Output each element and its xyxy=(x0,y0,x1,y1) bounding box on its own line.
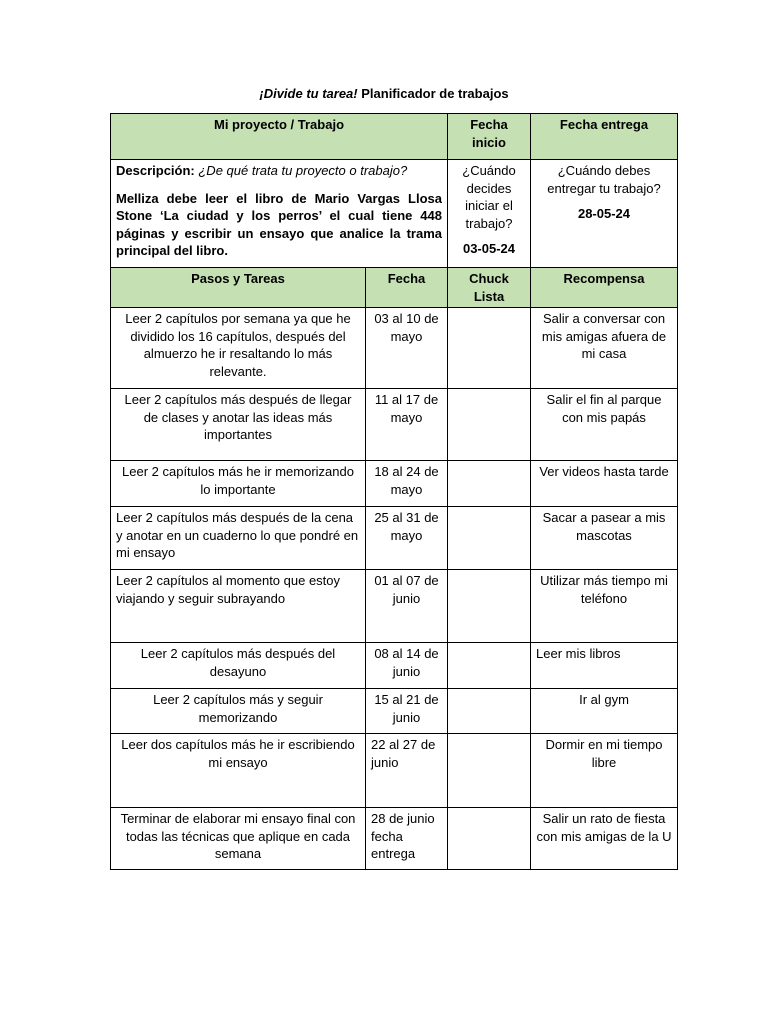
project-header-row xyxy=(111,114,678,160)
table-row xyxy=(111,507,678,570)
start-date-value: 03-05-24 xyxy=(462,241,516,256)
project-header: Mi proyecto / Trabajo xyxy=(111,114,448,160)
description-cell xyxy=(111,160,448,268)
steps-header: Pasos y Tareas xyxy=(111,268,366,308)
task-cell: Leer 2 capítulos más después del desayuno xyxy=(111,643,366,689)
date-cell: 28 de junio fecha entrega xyxy=(366,808,448,870)
check-cell[interactable] xyxy=(448,507,531,570)
check-cell[interactable] xyxy=(448,570,531,643)
reward-cell: Dormir en mi tiempo libre xyxy=(531,734,678,808)
description-row xyxy=(111,160,678,268)
date-cell: 08 al 14 de junio xyxy=(366,643,448,689)
page-title xyxy=(0,86,768,102)
date-cell: 18 al 24 de mayo xyxy=(366,461,448,507)
check-cell[interactable] xyxy=(448,461,531,507)
table-row xyxy=(111,308,678,389)
reward-cell: Sacar a pasear a mis mascotas xyxy=(531,507,678,570)
check-cell[interactable] xyxy=(448,734,531,808)
reward-cell: Salir un rato de fiesta con mis amigas de la U xyxy=(531,808,678,870)
check-cell[interactable] xyxy=(448,389,531,461)
task-cell: Leer dos capítulos más he ir escribiendo mi ensayo xyxy=(111,734,366,808)
reward-cell: Utilizar más tiempo mi teléfono xyxy=(531,570,678,643)
table-row xyxy=(111,570,678,643)
table-row xyxy=(111,389,678,461)
check-cell[interactable] xyxy=(448,643,531,689)
reward-cell: Ver videos hasta tarde xyxy=(531,461,678,507)
task-cell: Leer 2 capítulos más he ir memorizando lo importante xyxy=(111,461,366,507)
task-cell: Leer 2 capítulos al momento que estoy viajando y seguir subrayando xyxy=(111,570,366,643)
task-cell: Terminar de elaborar mi ensayo final con todas las técnicas que aplique en cada semana xyxy=(111,808,366,870)
due-date-header: Fecha entrega xyxy=(531,114,678,160)
description-body: Melliza debe leer el libro de Mario Vargas Llosa Stone ‘La ciudad y los perros’ el cual tiene 448 páginas y escribir un ensayo que analice la trama principal del libro. xyxy=(116,190,442,258)
check-cell[interactable] xyxy=(448,689,531,734)
date-cell: 01 al 07 de junio xyxy=(366,570,448,643)
table-row xyxy=(111,734,678,808)
reward-cell: Leer mis libros xyxy=(531,643,678,689)
date-cell: 15 al 21 de junio xyxy=(366,689,448,734)
due-date-value: 28-05-24 xyxy=(577,206,631,221)
table-row xyxy=(111,808,678,870)
reward-cell: Salir a conversar con mis amigas afuera de mi casa xyxy=(531,308,678,389)
start-date-cell xyxy=(448,160,531,268)
date-header: Fecha xyxy=(366,268,448,308)
date-cell: 11 al 17 de mayo xyxy=(366,389,448,461)
check-header: Chuck Lista xyxy=(448,268,531,308)
check-cell[interactable] xyxy=(448,308,531,389)
task-cell: Leer 2 capítulos más y seguir memorizando xyxy=(111,689,366,734)
date-cell: 25 al 31 de mayo xyxy=(366,507,448,570)
task-cell: Leer 2 capítulos más después de llegar de clases y anotar las ideas más importantes xyxy=(111,389,366,461)
date-cell: 22 al 27 de junio xyxy=(366,734,448,808)
reward-header: Recompensa xyxy=(531,268,678,308)
task-cell: Leer 2 capítulos por semana ya que he dividido los 16 capítulos, después del almuerzo he ir resaltando lo más relevante. xyxy=(111,308,366,389)
reward-cell: Salir el fin al parque con mis papás xyxy=(531,389,678,461)
table-row xyxy=(111,461,678,507)
title-italic: ¡Divide tu tarea! xyxy=(259,86,358,101)
description-question: ¿De qué trata tu proyecto o trabajo? xyxy=(194,163,408,178)
date-cell: 03 al 10 de mayo xyxy=(366,308,448,389)
start-question: ¿Cuándo decides iniciar el trabajo? xyxy=(462,163,516,231)
start-date-header: Fecha inicio xyxy=(448,114,531,160)
table-row xyxy=(111,643,678,689)
planner-table xyxy=(110,113,678,870)
check-cell[interactable] xyxy=(448,808,531,870)
task-cell: Leer 2 capítulos más después de la cena y anotar en un cuaderno lo que pondré en mi ensayo xyxy=(111,507,366,570)
due-date-cell xyxy=(531,160,678,268)
reward-cell: Ir al gym xyxy=(531,689,678,734)
description-label: Descripción: xyxy=(116,163,195,178)
due-question: ¿Cuándo debes entregar tu trabajo? xyxy=(547,163,661,196)
title-rest: Planificador de trabajos xyxy=(357,86,509,101)
table-row xyxy=(111,689,678,734)
columns-header-row xyxy=(111,268,678,308)
